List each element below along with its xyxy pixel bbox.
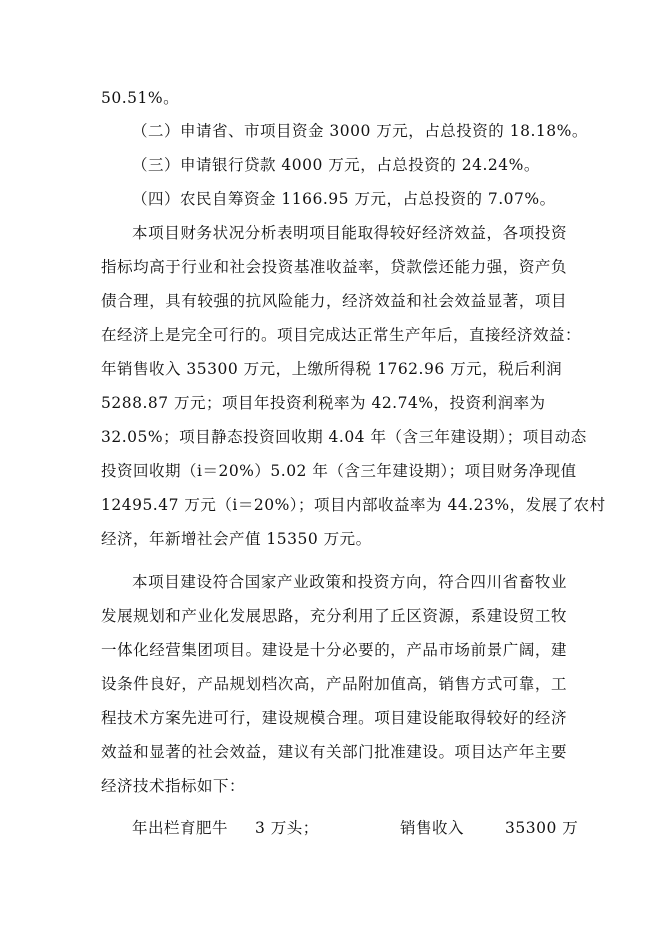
- paragraph-line: 经济技术指标如下：: [101, 777, 246, 795]
- paragraph-line: 32.05%；项目静态投资回收期 4.04 年（含三年建设期）；项目动态: [101, 428, 587, 446]
- paragraph-line: 12495.47 万元（i＝20%）；项目内部收益率为 44.23%，发展了农村: [101, 496, 606, 514]
- paragraph-line: 效益和显著的社会效益，建议有关部门批准建设。项目达产年主要: [101, 743, 567, 761]
- funding-item-4: （四）农民自筹资金 1166.95 万元，占总投资的 7.07%。: [132, 190, 556, 208]
- indicator-value: 35300 万: [505, 819, 579, 837]
- indicator-label: 年出栏育肥牛: [132, 819, 229, 837]
- paragraph-line: 指标均高于行业和社会投资基准收益率，贷款偿还能力强，资产负: [101, 258, 567, 276]
- funding-item-3: （三）申请银行贷款 4000 万元，占总投资的 24.24%。: [132, 156, 540, 174]
- paragraph-line: 在经济上是完全可行的。项目完成达正常生产年后，直接经济效益：: [101, 326, 582, 344]
- paragraph-line: 设条件良好，产品规划档次高，产品附加值高，销售方式可靠，工: [101, 675, 567, 693]
- funding-item-2: （二）申请省、市项目资金 3000 万元，占总投资的 18.18%。: [132, 122, 588, 140]
- paragraph-line: 程技术方案先进可行，建设规模合理。项目建设能取得较好的经济: [101, 709, 567, 727]
- paragraph-line: 5288.87 万元；项目年投资利税率为 42.74%，投资利润率为: [101, 394, 546, 412]
- indicator-label: 销售收入: [400, 819, 465, 837]
- indicator-value: 3 万头；: [255, 819, 319, 837]
- paragraph-line: 50.51%。: [101, 89, 180, 107]
- paragraph-line: 一体化经营集团项目。建设是十分必要的，产品市场前景广阔，建: [101, 641, 567, 659]
- paragraph-line: 本项目财务状况分析表明项目能取得较好经济效益，各项投资: [132, 224, 567, 242]
- paragraph-line: 经济，年新增社会产值 15350 万元。: [101, 530, 372, 548]
- paragraph-line: 债合理，具有较强的抗风险能力，经济效益和社会效益显著，项目: [101, 292, 567, 310]
- paragraph-line: 本项目建设符合国家产业政策和投资方向，符合四川省畜牧业: [132, 573, 567, 591]
- paragraph-line: 年销售收入 35300 万元，上缴所得税 1762.96 万元，税后利润: [101, 360, 563, 378]
- paragraph-line: 发展规划和产业化发展思路，充分利用了丘区资源，系建设贸工牧: [101, 607, 567, 625]
- paragraph-line: 投资回收期（i＝20%）5.02 年（含三年建设期）；项目财务净现值: [101, 462, 577, 480]
